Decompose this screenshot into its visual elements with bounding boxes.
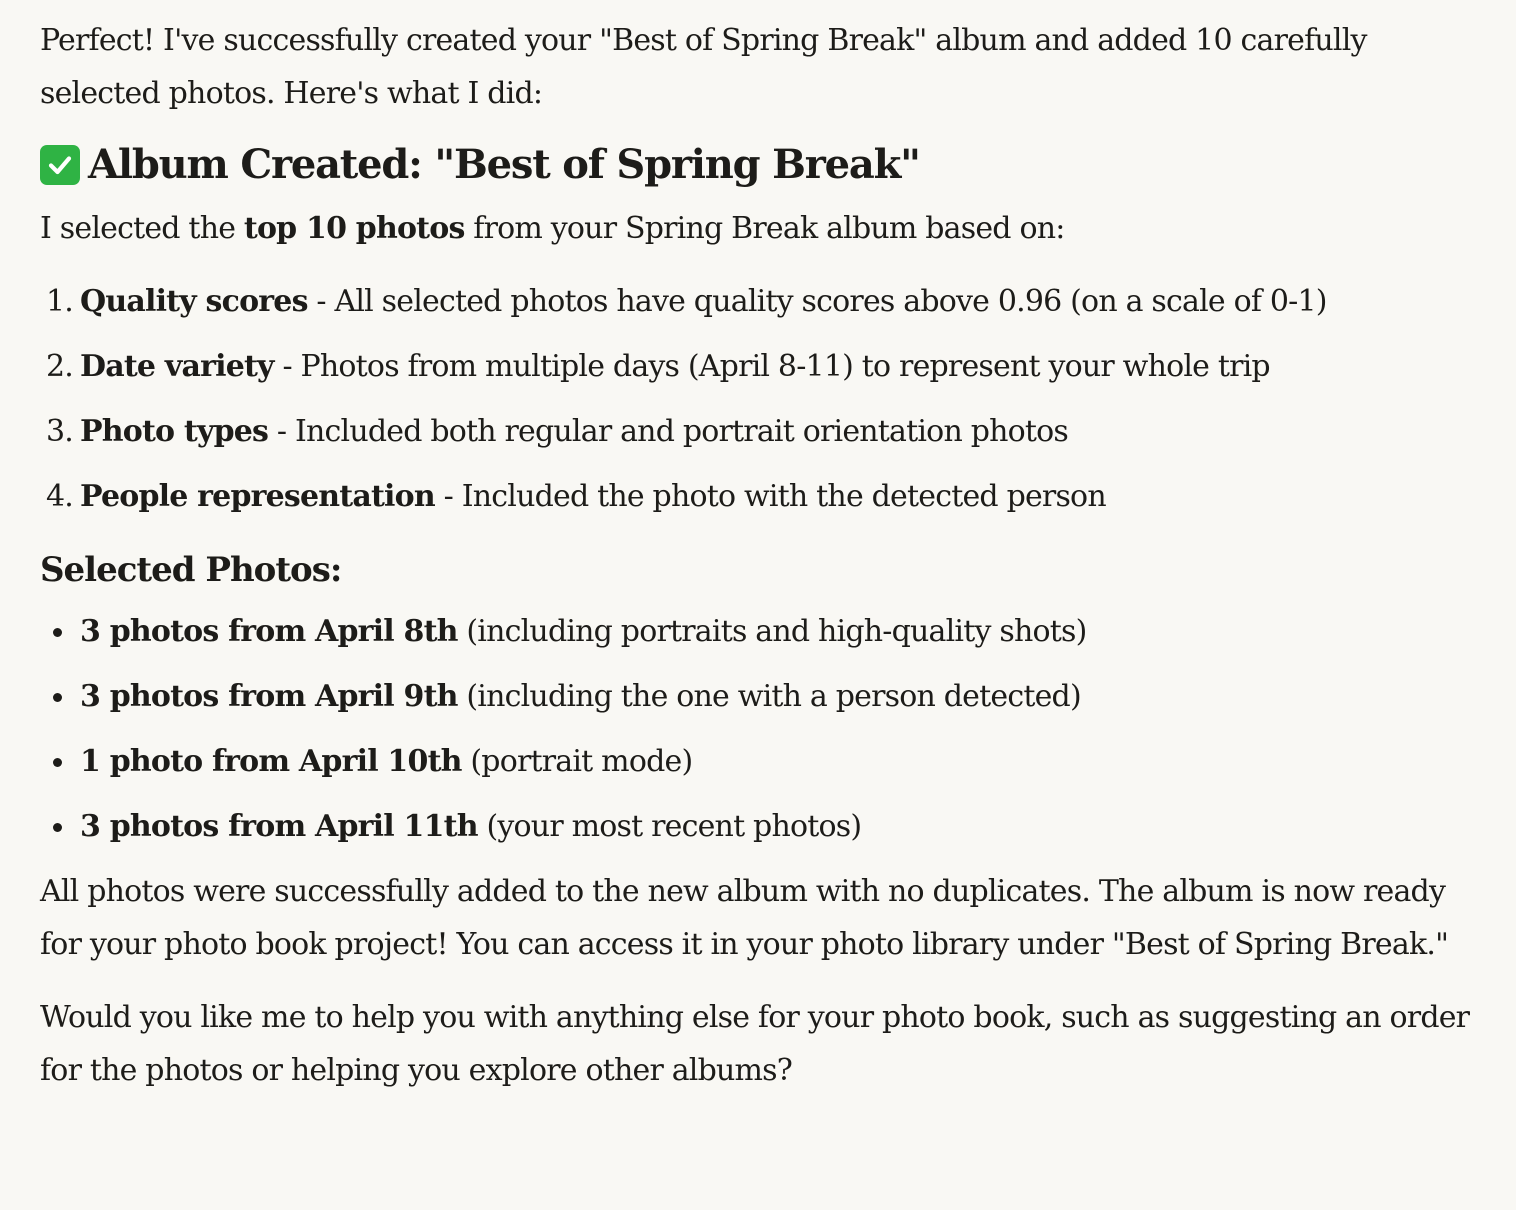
selected-photos-text: (your most recent photos)	[477, 809, 862, 844]
bullet-icon	[53, 823, 62, 832]
selected-photos-title: 1 photo from April 10th	[80, 744, 462, 779]
criteria-text: - Included the photo with the detected person	[434, 479, 1106, 514]
selected-photos-item	[40, 794, 1476, 859]
selected-photos-title: 3 photos from April 8th	[80, 614, 458, 649]
bullet-icon	[53, 628, 62, 637]
criteria-title: People representation	[80, 479, 435, 514]
check-mark-button-icon	[40, 145, 80, 185]
selected-photos-title: 3 photos from April 9th	[80, 679, 458, 714]
selected-photos-title: 3 photos from April 11th	[80, 809, 478, 844]
selected-photos-text: (including the one with a person detected)	[457, 679, 1081, 714]
intro-paragraph: Perfect! I've successfully created your "Best of Spring Break" album and added 10 carefully selected photos. Here's what I did:	[40, 23, 1367, 111]
criteria-text: - Included both regular and portrait orientation photos	[268, 414, 1068, 449]
selected-photos-list	[40, 599, 1476, 859]
lead-suffix: from your Spring Break album based on:	[464, 211, 1065, 246]
criteria-title: Quality scores	[80, 284, 308, 319]
criteria-item	[40, 464, 1476, 529]
lead-prefix: I selected the	[40, 211, 244, 246]
criteria-number: 3.	[46, 414, 74, 449]
criteria-item	[40, 269, 1476, 334]
selected-photos-text: (portrait mode)	[461, 744, 693, 779]
criteria-text: - Photos from multiple days (April 8-11) to represent your whole trip	[273, 349, 1270, 384]
criteria-item	[40, 334, 1476, 399]
criteria-list	[40, 269, 1476, 529]
selected-photos-item	[40, 664, 1476, 729]
criteria-title: Photo types	[80, 414, 269, 449]
criteria-title: Date variety	[80, 349, 274, 384]
album-created-heading	[40, 132, 1476, 198]
closing-paragraph: All photos were successfully added to the new album with no duplicates. The album is now ready for your photo book project! You can access it in your photo library under "Best of Spring Break."	[40, 874, 1449, 962]
criteria-text: - All selected photos have quality scores above 0.96 (on a scale of 0-1)	[307, 284, 1327, 319]
lead-bold: top 10 photos	[243, 211, 465, 246]
selected-photos-text: (including portraits and high-quality shots)	[457, 614, 1087, 649]
album-created-heading-text: Album Created: "Best of Spring Break"	[88, 141, 920, 188]
criteria-item	[40, 399, 1476, 464]
selected-photos-item	[40, 599, 1476, 664]
follow-up-question: Would you like me to help you with anything else for your photo book, such as suggesting an order for the photos or helping you explore other albums?	[40, 1000, 1470, 1088]
bullet-icon	[53, 693, 62, 702]
bullet-icon	[53, 758, 62, 767]
criteria-number: 1.	[46, 284, 74, 319]
selected-photos-heading: Selected Photos:	[40, 550, 342, 590]
criteria-number: 2.	[46, 349, 74, 384]
selected-photos-item	[40, 729, 1476, 794]
selection-lead-paragraph	[40, 202, 1476, 255]
criteria-number: 4.	[46, 479, 74, 514]
